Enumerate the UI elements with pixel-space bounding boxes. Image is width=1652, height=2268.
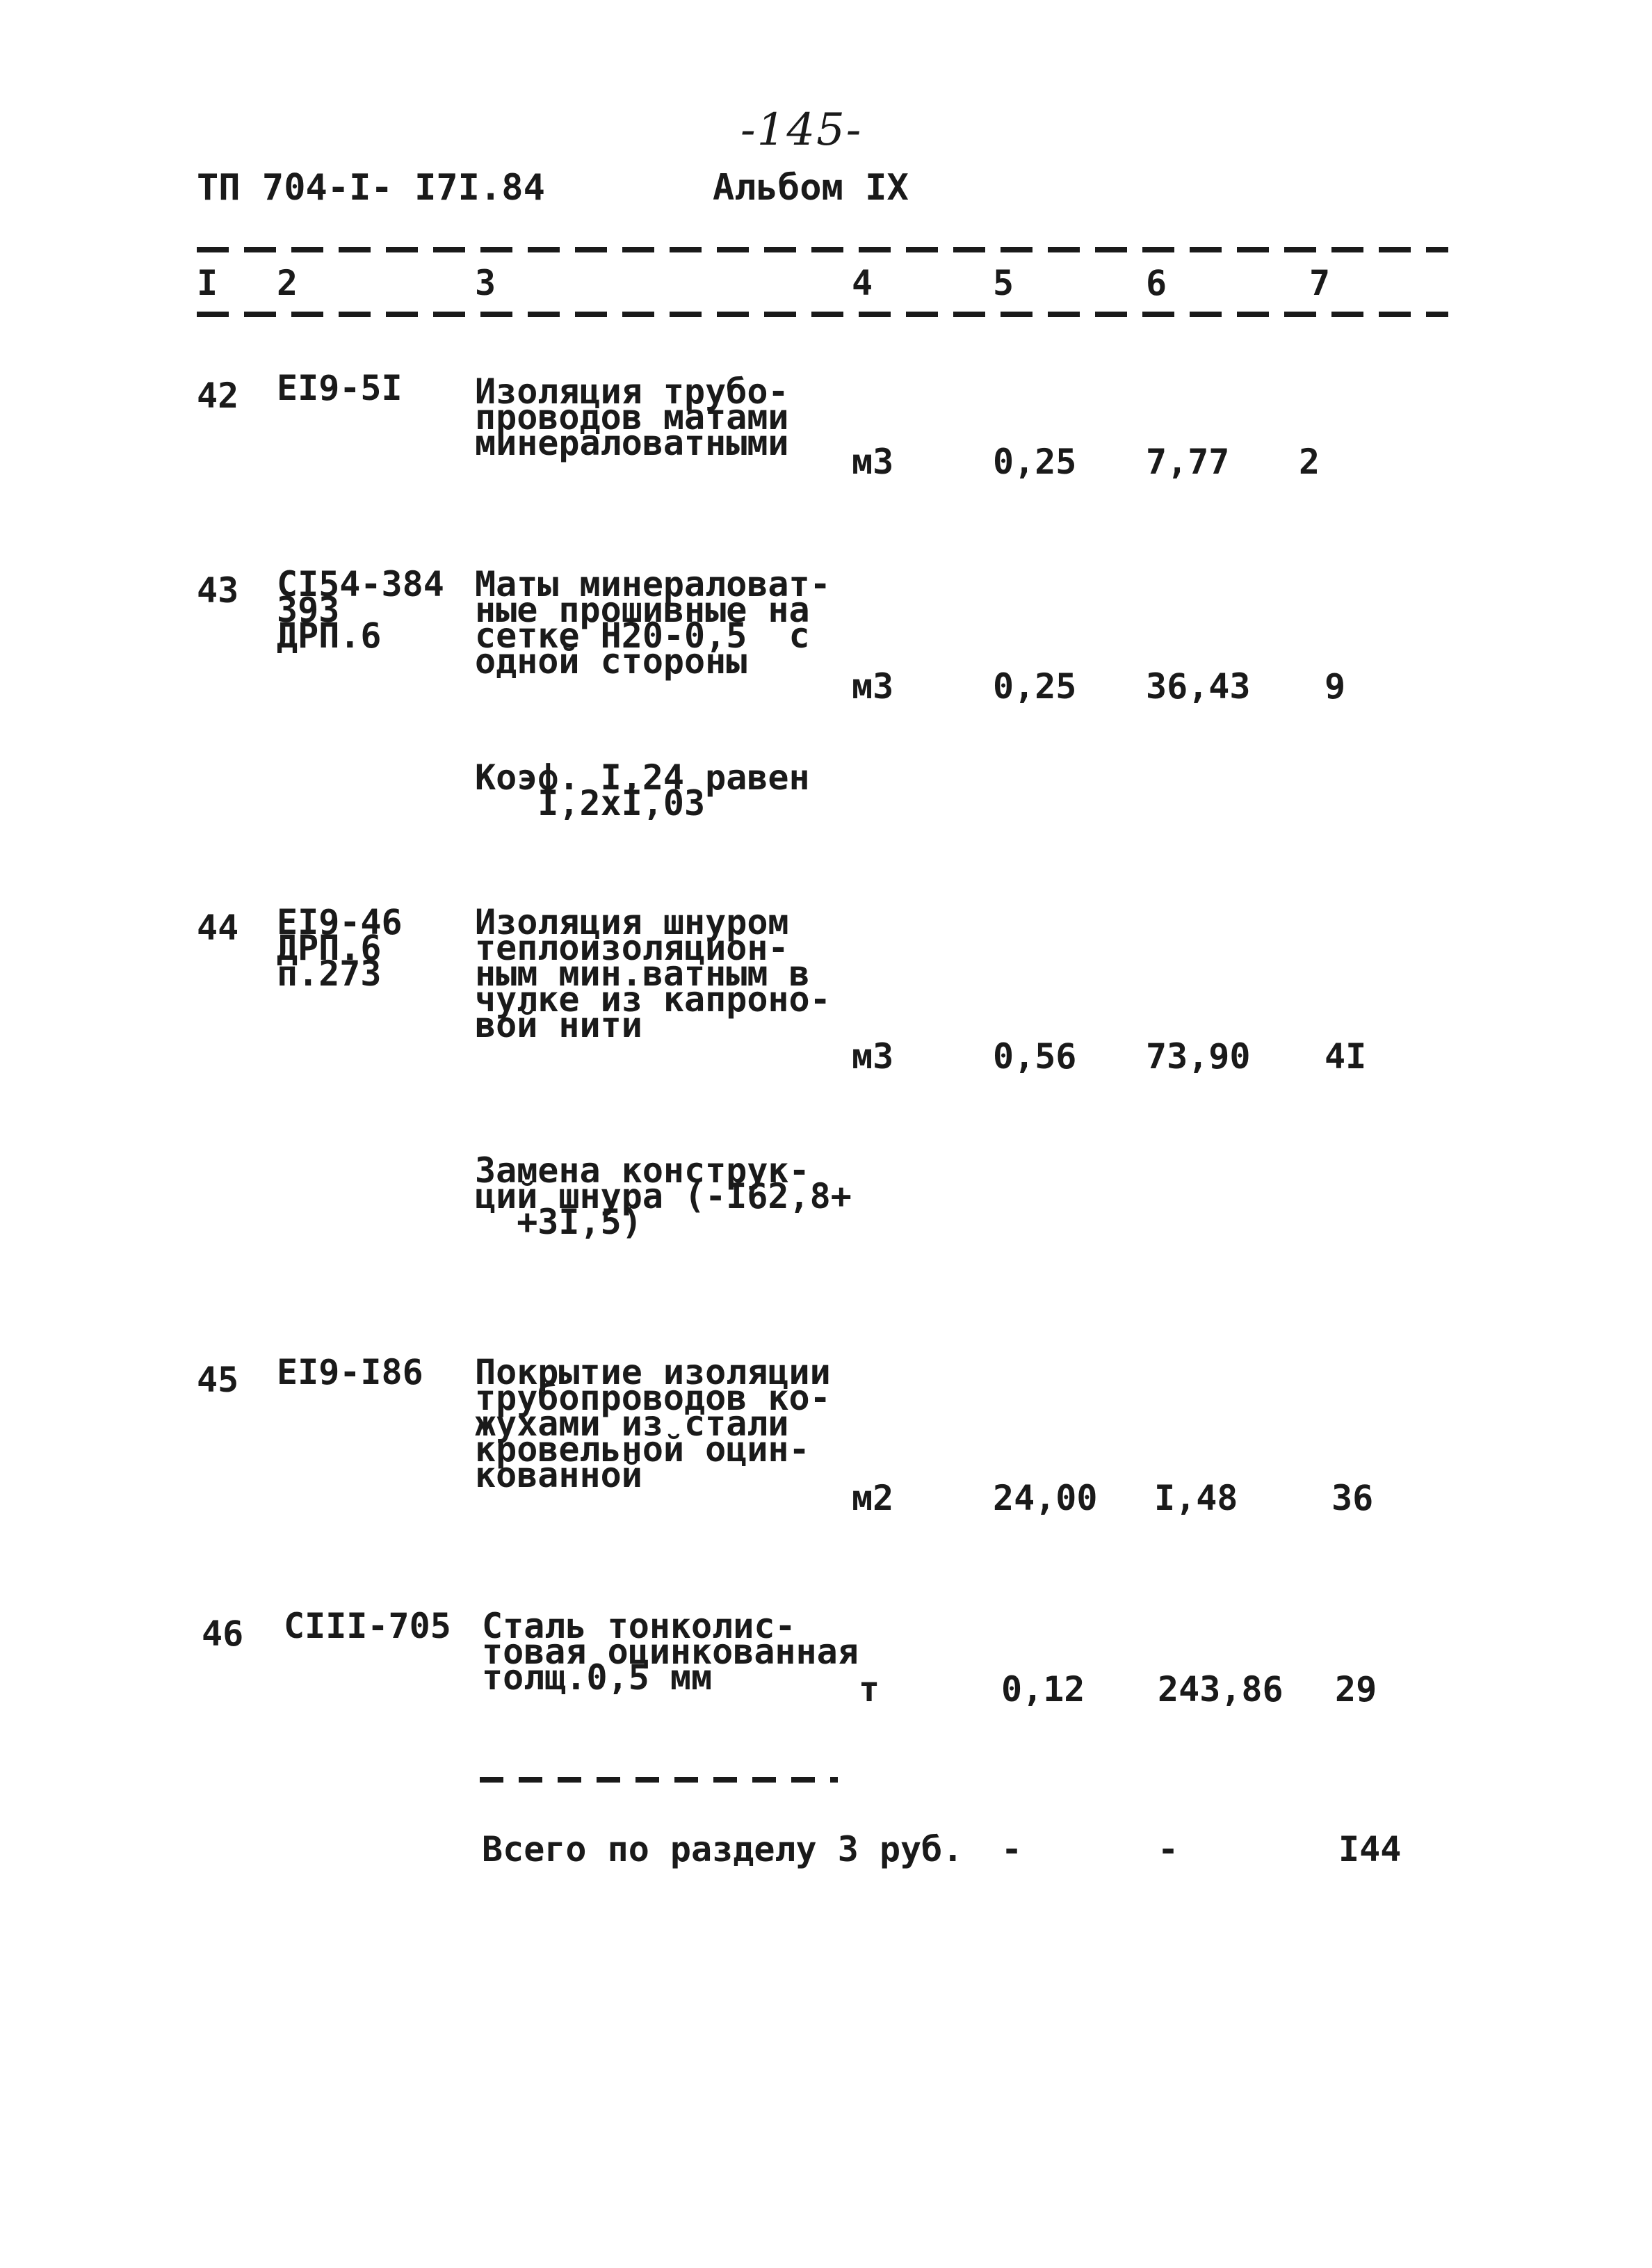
row-unit: м3: [852, 666, 894, 707]
row-number: 45: [197, 1360, 239, 1400]
album-label: Альбом IX: [713, 167, 909, 209]
row-code: СI54-384 393 ДРП.6: [277, 564, 444, 656]
row-qty: 0,25: [993, 666, 1077, 707]
row-name: Покрытие изоляции трубопроводов ко- жухами из стали кровельной оцин- кованной: [475, 1352, 831, 1495]
column-header-6: 6: [1146, 263, 1167, 303]
row-qty: 0,25: [993, 442, 1077, 482]
doc-code: ТП 704-I- I7I.84: [197, 167, 545, 209]
row-qty: 0,56: [993, 1036, 1077, 1077]
row-price: 36,43: [1146, 666, 1251, 707]
total-price: -: [1158, 1829, 1179, 1869]
total-label: Всего по разделу 3 руб.: [482, 1829, 964, 1869]
row-qty: 0,12: [1001, 1669, 1085, 1710]
total-qty: -: [1001, 1829, 1023, 1869]
row-name: Изоляция шнуром теплоизоляцион- ным мин.ватным в чулке из капроно- вой нити: [475, 902, 831, 1045]
row-total: 2: [1299, 442, 1320, 482]
row-number: 42: [197, 376, 239, 416]
column-header-5: 5: [993, 263, 1014, 303]
row-total: 29: [1335, 1669, 1377, 1710]
row-total: 4I: [1325, 1036, 1367, 1077]
column-header-7: 7: [1309, 263, 1331, 303]
row-unit: м3: [852, 442, 894, 482]
row-code: ЕI9-I86: [277, 1352, 423, 1392]
row-price: 7,77: [1146, 442, 1230, 482]
row-name: Изоляция трубо- проводов матами минераловатными: [475, 371, 789, 463]
row-price: I,48: [1154, 1478, 1238, 1518]
row-note: Коэф. I,24 равен I,2хI,03: [475, 757, 810, 823]
row-code: ЕI9-5I: [277, 368, 403, 408]
row-note: Замена конструк- ций шнура (-I62,8+ +3I,5): [475, 1150, 852, 1242]
header-rule-top: [197, 247, 1448, 252]
row-unit: м2: [852, 1478, 894, 1518]
row-qty: 24,00: [993, 1478, 1098, 1518]
row-number: 46: [202, 1614, 244, 1654]
row-code: ЕI9-46 ДРП.6 п.273: [277, 902, 403, 994]
row-total: 9: [1325, 666, 1346, 707]
column-header-4: 4: [852, 263, 873, 303]
column-header-1: I: [197, 263, 218, 303]
row-unit: т: [859, 1669, 880, 1710]
row-code: СIII-705: [284, 1606, 451, 1646]
row-price: 73,90: [1146, 1036, 1251, 1077]
row-price: 243,86: [1158, 1669, 1283, 1710]
page-number: -145-: [740, 104, 863, 156]
row-number: 44: [197, 908, 239, 948]
row-name: Сталь тонколис- товая оцинкованная толщ.0,5 мм: [482, 1606, 859, 1698]
column-header-3: 3: [475, 263, 496, 303]
row-total: 36: [1331, 1478, 1374, 1518]
total-sum: I44: [1338, 1829, 1402, 1869]
total-divider: [480, 1777, 838, 1783]
row-unit: м3: [852, 1036, 894, 1077]
header-rule-bottom: [197, 312, 1448, 317]
column-header-2: 2: [277, 263, 298, 303]
row-name: Маты минераловат- ные прошивные на сетке Н20-0,5 с одной стороны: [475, 564, 831, 682]
row-number: 43: [197, 570, 239, 611]
